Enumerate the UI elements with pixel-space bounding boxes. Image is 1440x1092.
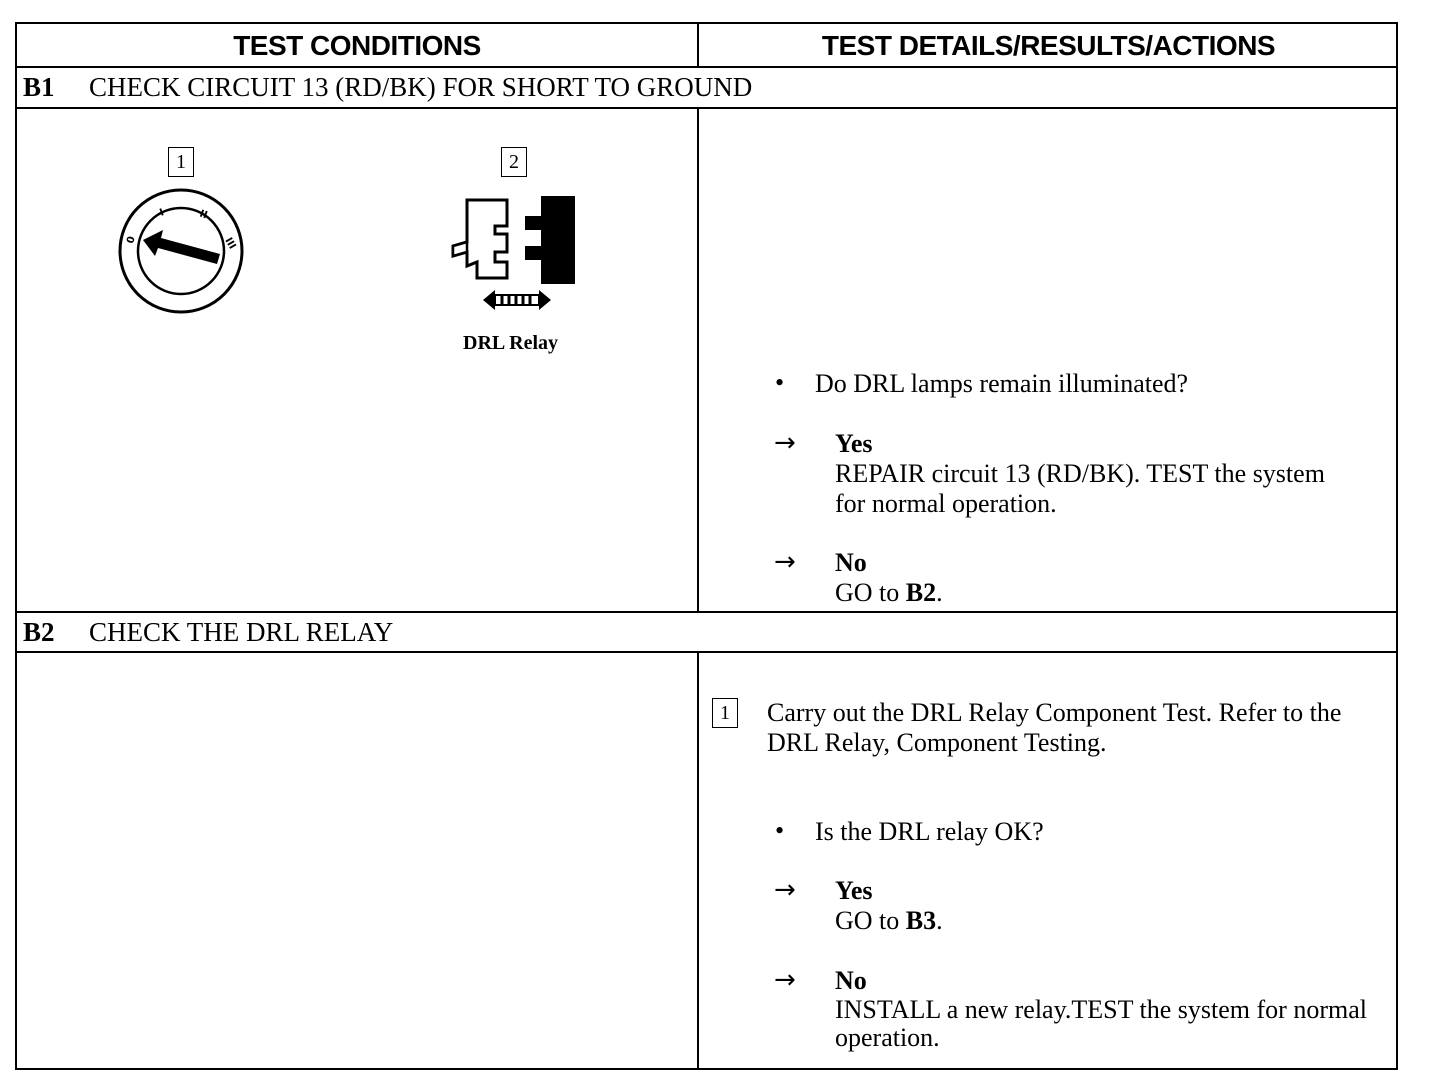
- step-b1-id: B1: [23, 72, 55, 102]
- b2-yes-action-ref: B3: [905, 906, 937, 935]
- b1-yes-action: REPAIR circuit 13 (RD/BK). TEST the system for normal operation.: [835, 459, 1325, 518]
- arrow-right-icon: →: [774, 428, 796, 458]
- b2-no-action: INSTALL a new relay.TEST the system for normal operation.: [835, 995, 1367, 1052]
- step-b2-title-row: [23, 612, 393, 652]
- arrow-right-icon: →: [774, 965, 796, 995]
- callout-2: 2: [501, 147, 527, 177]
- callout-1: 1: [168, 147, 194, 177]
- b1-no-action-ref: B2: [905, 578, 937, 607]
- divider: [697, 651, 699, 1070]
- b2-yes-label: Yes: [835, 876, 873, 905]
- divider: [17, 107, 1396, 109]
- arrow-right-icon: →: [774, 547, 796, 577]
- step-b2-title: CHECK THE DRL RELAY: [89, 617, 394, 647]
- divider: [697, 107, 699, 611]
- b2-question: Is the DRL relay OK?: [815, 817, 1044, 846]
- b2-instruction: Carry out the DRL Relay Component Test. Refer to the DRL Relay, Component Testing.: [767, 698, 1342, 757]
- relay-caption: DRL Relay: [463, 332, 558, 354]
- svg-text:III: III: [222, 236, 238, 252]
- b2-yes-action-prefix: GO to: [835, 906, 906, 935]
- divider: [697, 24, 699, 66]
- b2-yes-action: [835, 906, 943, 936]
- b1-yes-label: Yes: [835, 429, 873, 458]
- b2-no-label: No: [835, 966, 867, 995]
- b1-question: Do DRL lamps remain illuminated?: [815, 369, 1189, 398]
- b1-no-action-prefix: GO to: [835, 578, 906, 607]
- b1-no-action-suffix: .: [936, 578, 943, 607]
- header-test-details: TEST DETAILS/RESULTS/ACTIONS: [821, 30, 1276, 61]
- svg-text:0: 0: [125, 235, 138, 245]
- arrow-right-icon: →: [774, 875, 796, 905]
- ignition-switch-icon: [115, 188, 247, 314]
- step-b1-title-row: [23, 67, 752, 107]
- relay-connector-icon: [449, 194, 579, 314]
- bullet-icon: •: [775, 816, 785, 845]
- b1-no-action: [835, 578, 943, 608]
- svg-text:II: II: [197, 208, 209, 222]
- b1-no-label: No: [835, 548, 867, 577]
- svg-text:I: I: [158, 207, 166, 219]
- diagnostic-test-table: [15, 22, 1398, 1070]
- step-b2-id: B2: [23, 617, 55, 647]
- instruction-number-1: 1: [712, 698, 738, 728]
- step-b1-title: CHECK CIRCUIT 13 (RD/BK) FOR SHORT TO GROUND: [89, 72, 753, 102]
- bullet-icon: •: [775, 368, 785, 397]
- header-test-conditions: TEST CONDITIONS: [233, 30, 481, 61]
- b2-yes-action-suffix: .: [936, 906, 943, 935]
